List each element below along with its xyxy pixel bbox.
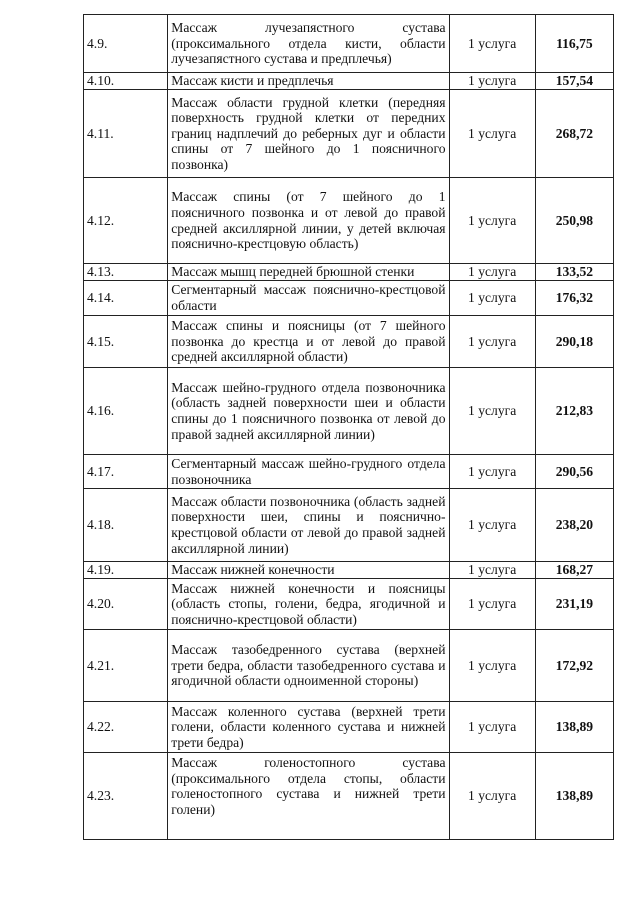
table-row <box>84 281 614 316</box>
service-price: 231,19 <box>535 579 613 630</box>
table-row <box>84 73 614 90</box>
service-price: 157,54 <box>535 73 613 90</box>
price-table <box>83 14 614 840</box>
table-row <box>84 15 614 73</box>
service-name: Массаж спины и поясницы (от 7 шейного позвонка до крестца и от левой до правой средней аксиллярной области) <box>168 316 449 368</box>
row-number: 4.23. <box>84 753 168 840</box>
table-row <box>84 368 614 455</box>
service-name: Массаж коленного сустава (верхней трети голени, области коленного сустава и нижней трети бедра) <box>168 702 449 753</box>
table-row <box>84 264 614 281</box>
service-unit: 1 услуга <box>449 264 535 281</box>
service-name: Массаж мышц передней брюшной стенки <box>168 264 449 281</box>
row-number: 4.22. <box>84 702 168 753</box>
row-number: 4.13. <box>84 264 168 281</box>
service-name: Массаж кисти и предплечья <box>168 73 449 90</box>
service-price: 138,89 <box>535 702 613 753</box>
table-row <box>84 178 614 264</box>
service-unit: 1 услуга <box>449 316 535 368</box>
row-number: 4.20. <box>84 579 168 630</box>
service-unit: 1 услуга <box>449 630 535 702</box>
row-number: 4.21. <box>84 630 168 702</box>
row-number: 4.19. <box>84 562 168 579</box>
service-unit: 1 услуга <box>449 579 535 630</box>
table-row <box>84 579 614 630</box>
service-name: Массаж лучезапястного сустава (проксимального отдела кисти, области лучезапястного сустава и предплечья) <box>168 15 449 73</box>
service-unit: 1 услуга <box>449 455 535 489</box>
row-number: 4.10. <box>84 73 168 90</box>
service-unit: 1 услуга <box>449 281 535 316</box>
service-price: 212,83 <box>535 368 613 455</box>
row-number: 4.11. <box>84 90 168 178</box>
service-name: Массаж тазобедренного сустава (верхней трети бедра, области тазобедренного сустава и ягодичной области одноименной стороны) <box>168 630 449 702</box>
service-unit: 1 услуга <box>449 562 535 579</box>
row-number: 4.12. <box>84 178 168 264</box>
table-row <box>84 316 614 368</box>
row-number: 4.14. <box>84 281 168 316</box>
service-price: 133,52 <box>535 264 613 281</box>
service-unit: 1 услуга <box>449 178 535 264</box>
table-row <box>84 90 614 178</box>
service-price: 176,32 <box>535 281 613 316</box>
service-price: 268,72 <box>535 90 613 178</box>
service-name: Массаж области грудной клетки (передняя поверхность грудной клетки от передних границ надплечий до реберных дуг и области спины от 7 шейного до 1 поясничного позвонка) <box>168 90 449 178</box>
table-row <box>84 630 614 702</box>
service-price: 168,27 <box>535 562 613 579</box>
service-price: 290,56 <box>535 455 613 489</box>
service-unit: 1 услуга <box>449 368 535 455</box>
service-unit: 1 услуга <box>449 90 535 178</box>
table-row <box>84 562 614 579</box>
service-unit: 1 услуга <box>449 753 535 840</box>
price-table-body <box>84 15 614 840</box>
row-number: 4.17. <box>84 455 168 489</box>
service-name: Массаж шейно-грудного отдела позвоночника (область задней поверхности шеи и области спины до 1 поясничного позвонка от левой до правой задней аксиллярной линии) <box>168 368 449 455</box>
service-price: 290,18 <box>535 316 613 368</box>
service-unit: 1 услуга <box>449 489 535 562</box>
service-price: 172,92 <box>535 630 613 702</box>
service-price: 250,98 <box>535 178 613 264</box>
service-name: Сегментарный массаж пояснично-крестцовой области <box>168 281 449 316</box>
row-number: 4.15. <box>84 316 168 368</box>
service-unit: 1 услуга <box>449 702 535 753</box>
table-row <box>84 455 614 489</box>
table-row <box>84 489 614 562</box>
service-unit: 1 услуга <box>449 15 535 73</box>
service-name: Массаж нижней конечности и поясницы (область стопы, голени, бедра, ягодичной и пояснично-крестцовой области) <box>168 579 449 630</box>
row-number: 4.16. <box>84 368 168 455</box>
service-price: 138,89 <box>535 753 613 840</box>
service-name: Массаж области позвоночника (область задней поверхности шеи, спины и пояснично-крестцовой области от левой до правой задней аксиллярной линии) <box>168 489 449 562</box>
service-unit: 1 услуга <box>449 73 535 90</box>
service-name: Сегментарный массаж шейно-грудного отдела позвоночника <box>168 455 449 489</box>
service-name: Массаж нижней конечности <box>168 562 449 579</box>
service-name: Массаж голеностопного сустава (проксимального отдела стопы, области голеностопного сустава и нижней трети голени) <box>168 753 449 840</box>
service-price: 116,75 <box>535 15 613 73</box>
row-number: 4.9. <box>84 15 168 73</box>
table-row <box>84 753 614 840</box>
service-price: 238,20 <box>535 489 613 562</box>
service-name: Массаж спины (от 7 шейного до 1 поясничного позвонка и от левой до правой средней аксиллярной линии, у детей включая пояснично-крестцовую область) <box>168 178 449 264</box>
row-number: 4.18. <box>84 489 168 562</box>
table-row <box>84 702 614 753</box>
